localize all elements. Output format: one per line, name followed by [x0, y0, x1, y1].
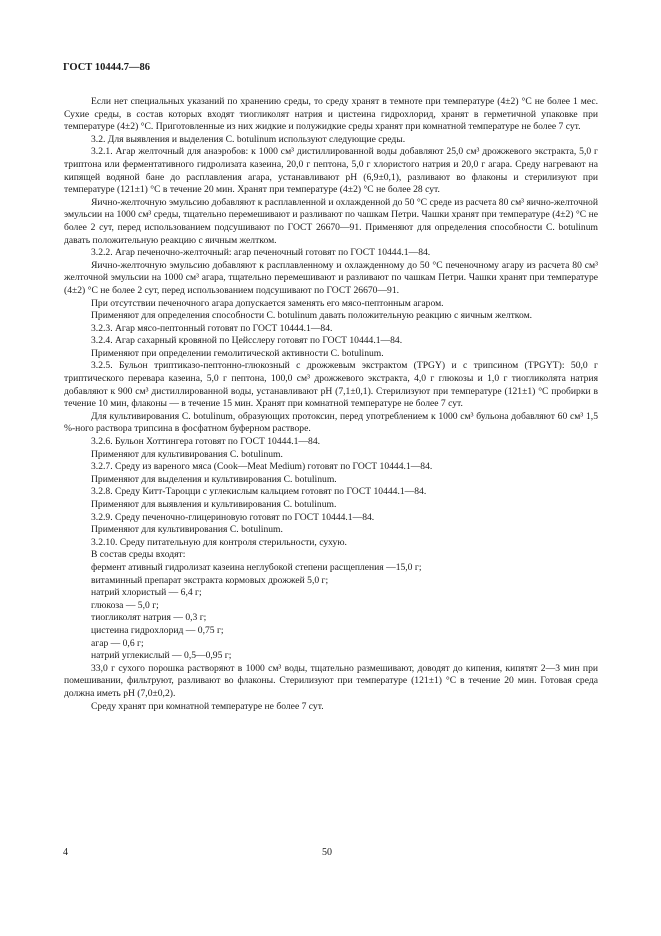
paragraph: 3.2.8. Среду Китт-Тароцци с углекислым кальцием готовят по ГОСТ 10444.1—84.: [91, 486, 427, 498]
paragraph: Если нет специальных указаний по хранению среды, то среду хранят в темноте при температуре (4±2) °С не более 1 мес. Сухие среды, в состав которых входят тиогликолят натрия и цистеина гидрохлорид, хранят в герметичной упаковке при температуре (4±2) °С. Приготовленные из них жидкие и полужидкие среды хранят при комнатной температуре не более 7 сут.: [64, 96, 598, 133]
paragraph: 3.2.9. Среду печеночно-глицериновую готовят по ГОСТ 10444.1—84.: [91, 511, 375, 523]
paragraph: 3.2. Для выявления и выделения C. botulinum используют следующие среды.: [91, 133, 406, 145]
paragraph: Яично-желточную эмульсию добавляют к расплавленному и охлажденному до 50 °С печеночному агару из расчета 80 см³ желточной эмульсии на 1000 см³ агара, тщательно перемешивают и разливают по чашкам Петри. Чашки хранят при температуре (4±2) °С не более 2 сут, перед использованием подсушивают по ГОСТ 26670—91.: [64, 259, 598, 296]
paragraph: В состав среды входят:: [91, 549, 186, 561]
document-body: [64, 96, 598, 713]
ingredient-item: фермент ативный гидролизат казеина неглубокой степени расщепления —15,0 г;: [91, 561, 422, 573]
page-number-local: 4: [63, 847, 68, 858]
paragraph: 3.2.1. Агар желточный для анаэробов: к 1000 см³ дистиллированной воды добавляют 25,0 см³ дрожжевого экстракта, 5,0 г триптона или ферментативного гидролизата казеина, 20,0 г пептона, 5,0 г хлористого натрия и 20,0 г агара. Среду нагревают на кипящей водяной бане до расплавления агара, устанавливают рН (6,9±0,1), разливают во флаконы и стерилизуют при температуре (121±1) °С в течение 20 мин. Хранят при температуре (4±2) °С не более 28 сут.: [64, 146, 598, 196]
ingredient-item: цистеина гидрохлорид — 0,75 г;: [91, 624, 224, 636]
ingredient-item: агар — 0,6 г;: [91, 637, 144, 649]
paragraph: Применяют для определения способности C. botulinum давать положительную реакцию с яичным желтком.: [91, 310, 533, 322]
paragraph: Для культивирования C. botulinum, образующих протоксин, перед употреблением к 1000 см³ бульона добавляют 60 см³ 1,5 %-ного раствора трипсина в фосфатном буферном растворе.: [64, 410, 598, 435]
paragraph: Применяют для выявления и культивирования C. botulinum.: [91, 499, 337, 510]
ingredient-item: глюкоза — 5,0 г;: [91, 599, 159, 611]
paragraph: 3.2.7. Среду из вареного мяса (Cook—Meat Medium) готовят по ГОСТ 10444.1—84.: [91, 461, 433, 473]
ingredient-item: натрий хлористый — 6,4 г;: [91, 587, 202, 599]
paragraph: Применяют для культивирования C. botulinum.: [91, 524, 283, 536]
paragraph: 3.2.5. Бульон триптиказо-пептонно-глюкозный с дрожжевым экстрактом (ТРGY) и с трипсином (ТРGYТ): 50,0 г триптического перевара казеина, 5,0 г пептона, 100,0 см³ дрожжевого экстракта, 4,0 г глюкозы и 1,0 г тиогликолята натрия добавляют к 900 см³ дистиллированной воды, устанавливают рН (7,1±0,1). Стерилизуют при температуре (121±1) °С пробирки в течение 10 мин, флаконы — в течение 15 мин. Хранят при комнатной температуре не более 7 сут.: [64, 360, 598, 410]
paragraph: 3.2.3. Агар мясо-пептонный готовят по ГОСТ 10444.1—84.: [91, 322, 333, 334]
paragraph: 33,0 г сухого порошка растворяют в 1000 см³ воды, тщательно размешивают, доводят до кипения, кипятят 2—3 мин при помешивании, фильтруют, разливают во флаконы. Стерилизуют при температуре (121±1) °С в течение 20 мин. Готовая среда должна иметь рН (7,0±0,2).: [64, 662, 598, 699]
paragraph: 3.2.10. Среду питательную для контроля стерильности, сухую.: [91, 536, 347, 548]
paragraph: 3.2.6. Бульон Хоттингера готовят по ГОСТ 10444.1—84.: [91, 436, 321, 448]
ingredient-item: витаминный препарат экстракта кормовых дрожжей 5,0 г;: [91, 574, 329, 586]
paragraph: Яично-желточную эмульсию добавляют к расплавленной и охлажденной до 50 °С среде из расчета 80 см³ яично-желточной эмульсии на 1000 см³ среды, тщательно перемешивают и разливают по чашкам Петри. Чашки хранят при температуре (4±2) °С не более 2 сут, перед использованием подсушивают по ГОСТ 26670—91. Применяют для определения способности C. botulinum давать положительную реакцию с яичным желтком.: [64, 196, 598, 246]
paragraph: 3.2.2. Агар печеночно-желточный: агар печеночный готовят по ГОСТ 10444.1—84.: [91, 247, 431, 259]
paragraph: Применяют для культивирования C. botulinum.: [91, 448, 283, 460]
ingredient-item: тиогликолят натрия — 0,3 г;: [91, 612, 207, 624]
paragraph: Применяют для выделения и культивирования C. botulinum.: [91, 473, 337, 485]
paragraph: Среду хранят при комнатной температуре не более 7 сут.: [91, 700, 324, 712]
page-number-global: 50: [322, 847, 332, 858]
paragraph: При отсутствии печеночного агара допускается заменять его мясо-пептонным агаром.: [91, 297, 444, 309]
paragraph: Применяют при определении гемолитической активности C. botulinum.: [91, 347, 384, 359]
paragraph: 3.2.4. Агар сахарный кровяной по Цейсслеру готовят по ГОСТ 10444.1—84.: [91, 335, 403, 347]
ingredient-item: натрий углекислый — 0,5—0,95 г;: [91, 650, 232, 662]
standard-header: ГОСТ 10444.7—86: [63, 62, 151, 73]
